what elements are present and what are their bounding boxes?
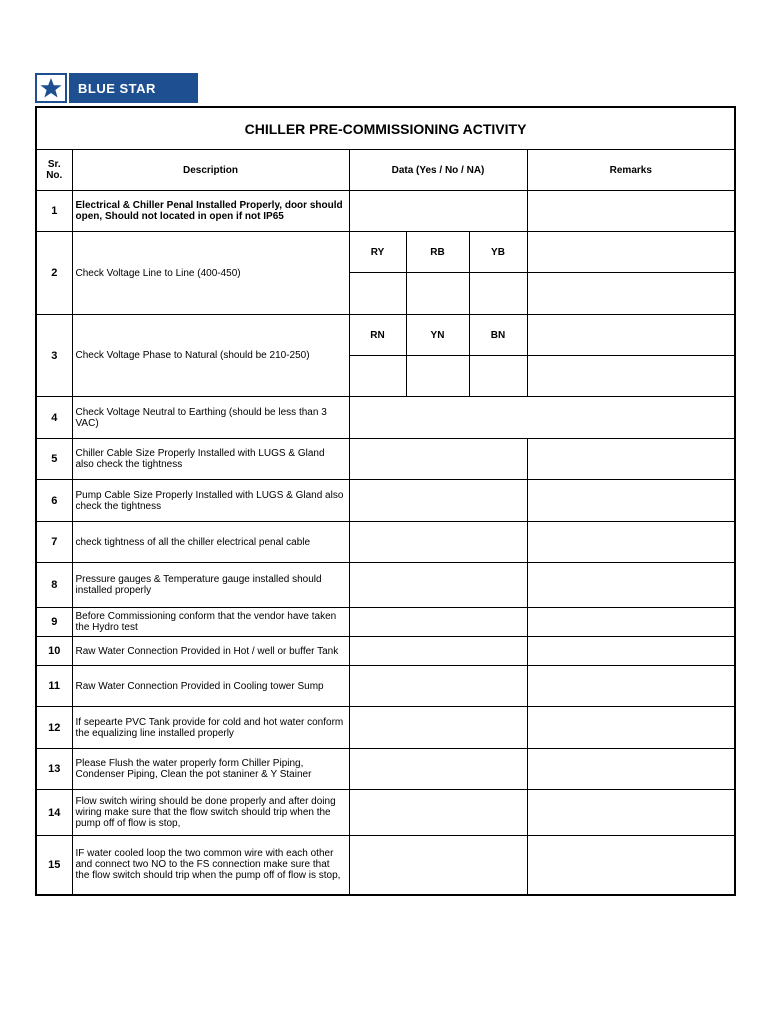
row-sr: 7 (36, 522, 72, 563)
row-sr: 15 (36, 836, 72, 895)
remarks-cell[interactable] (527, 563, 735, 608)
row-description: Flow switch wiring should be done properly and after doing wiring make sure that the flow switch should trip when the pump off of flow is stop, (72, 790, 349, 836)
row-description: Check Voltage Line to Line (400-450) (72, 232, 349, 315)
data-cell[interactable] (349, 749, 527, 790)
table-row (36, 439, 735, 480)
table-row (36, 522, 735, 563)
remarks-cell[interactable] (527, 637, 735, 666)
row-sr: 3 (36, 315, 72, 397)
table-row (36, 608, 735, 637)
checklist-table (35, 106, 736, 896)
brand-name: BLUE STAR (69, 73, 198, 103)
voltage-value-cell[interactable] (406, 273, 469, 315)
row-description: Check Voltage Neutral to Earthing (should be less than 3 VAC) (72, 397, 349, 439)
voltage-label: RN (349, 315, 406, 356)
remarks-cell[interactable] (527, 790, 735, 836)
voltage-value-cell[interactable] (349, 356, 406, 397)
voltage-label: RY (349, 232, 406, 273)
data-cell[interactable] (349, 522, 527, 563)
data-cell[interactable] (349, 836, 527, 895)
row-sr: 6 (36, 480, 72, 522)
row-sr: 12 (36, 707, 72, 749)
voltage-value-cell[interactable] (469, 356, 527, 397)
form-title: CHILLER PRE-COMMISSIONING ACTIVITY (36, 107, 735, 150)
row-sr: 14 (36, 790, 72, 836)
table-row (36, 637, 735, 666)
row-description: If sepearte PVC Tank provide for cold and hot water conform the equalizing line installed properly (72, 707, 349, 749)
data-cell[interactable] (349, 637, 527, 666)
row-sr: 8 (36, 563, 72, 608)
table-row (36, 707, 735, 749)
remarks-cell[interactable] (527, 439, 735, 480)
row-sr: 4 (36, 397, 72, 439)
remarks-cell[interactable] (527, 707, 735, 749)
voltage-value-cell[interactable] (469, 273, 527, 315)
header-sr-no: Sr. No. (36, 150, 72, 191)
table-row (36, 666, 735, 707)
data-cell[interactable] (349, 397, 735, 439)
row-description: Pressure gauges & Temperature gauge installed should installed properly (72, 563, 349, 608)
data-cell[interactable] (349, 191, 527, 232)
header-data: Data (Yes / No / NA) (349, 150, 527, 191)
data-cell[interactable] (349, 563, 527, 608)
row-description: Please Flush the water properly form Chiller Piping, Condenser Piping, Clean the pot staniner & Y Stainer (72, 749, 349, 790)
data-cell[interactable] (349, 608, 527, 637)
header-description: Description (72, 150, 349, 191)
remarks-cell[interactable] (527, 232, 735, 273)
remarks-cell[interactable] (527, 273, 735, 315)
table-row (36, 191, 735, 232)
voltage-label: BN (469, 315, 527, 356)
voltage-value-cell[interactable] (349, 273, 406, 315)
star-in-square-icon (35, 73, 67, 103)
table-row (36, 790, 735, 836)
voltage-label: RB (406, 232, 469, 273)
remarks-cell[interactable] (527, 836, 735, 895)
remarks-cell[interactable] (527, 191, 735, 232)
row-description: Check Voltage Phase to Natural (should be 210-250) (72, 315, 349, 397)
table-row (36, 232, 735, 273)
table-row (36, 563, 735, 608)
row-description: Before Commissioning conform that the vendor have taken the Hydro test (72, 608, 349, 637)
brand-logo (35, 73, 198, 103)
data-cell[interactable] (349, 666, 527, 707)
voltage-label: YB (469, 232, 527, 273)
row-description: IF water cooled loop the two common wire with each other and connect two NO to the FS connection make sure that the flow switch should trip when the pump off of flow is stop, (72, 836, 349, 895)
row-description: Pump Cable Size Properly Installed with LUGS & Gland also check the tightness (72, 480, 349, 522)
remarks-cell[interactable] (527, 356, 735, 397)
table-row (36, 836, 735, 895)
table-row (36, 749, 735, 790)
row-sr: 13 (36, 749, 72, 790)
commissioning-form (35, 106, 734, 896)
row-sr: 10 (36, 637, 72, 666)
row-sr: 9 (36, 608, 72, 637)
row-description: Chiller Cable Size Properly Installed with LUGS & Gland also check the tightness (72, 439, 349, 480)
voltage-value-cell[interactable] (406, 356, 469, 397)
data-cell[interactable] (349, 790, 527, 836)
remarks-cell[interactable] (527, 522, 735, 563)
row-sr: 2 (36, 232, 72, 315)
data-cell[interactable] (349, 707, 527, 749)
row-sr: 5 (36, 439, 72, 480)
row-description: Raw Water Connection Provided in Cooling tower Sump (72, 666, 349, 707)
remarks-cell[interactable] (527, 666, 735, 707)
row-description: check tightness of all the chiller electrical penal cable (72, 522, 349, 563)
data-cell[interactable] (349, 439, 527, 480)
row-description: Raw Water Connection Provided in Hot / well or buffer Tank (72, 637, 349, 666)
row-sr: 11 (36, 666, 72, 707)
row-description: Electrical & Chiller Penal Installed Properly, door should open, Should not located in open if not IP65 (72, 191, 349, 232)
remarks-cell[interactable] (527, 480, 735, 522)
data-cell[interactable] (349, 480, 527, 522)
row-sr: 1 (36, 191, 72, 232)
voltage-label: YN (406, 315, 469, 356)
table-row (36, 480, 735, 522)
remarks-cell[interactable] (527, 315, 735, 356)
table-row (36, 315, 735, 356)
header-remarks: Remarks (527, 150, 735, 191)
remarks-cell[interactable] (527, 608, 735, 637)
table-row (36, 397, 735, 439)
remarks-cell[interactable] (527, 749, 735, 790)
